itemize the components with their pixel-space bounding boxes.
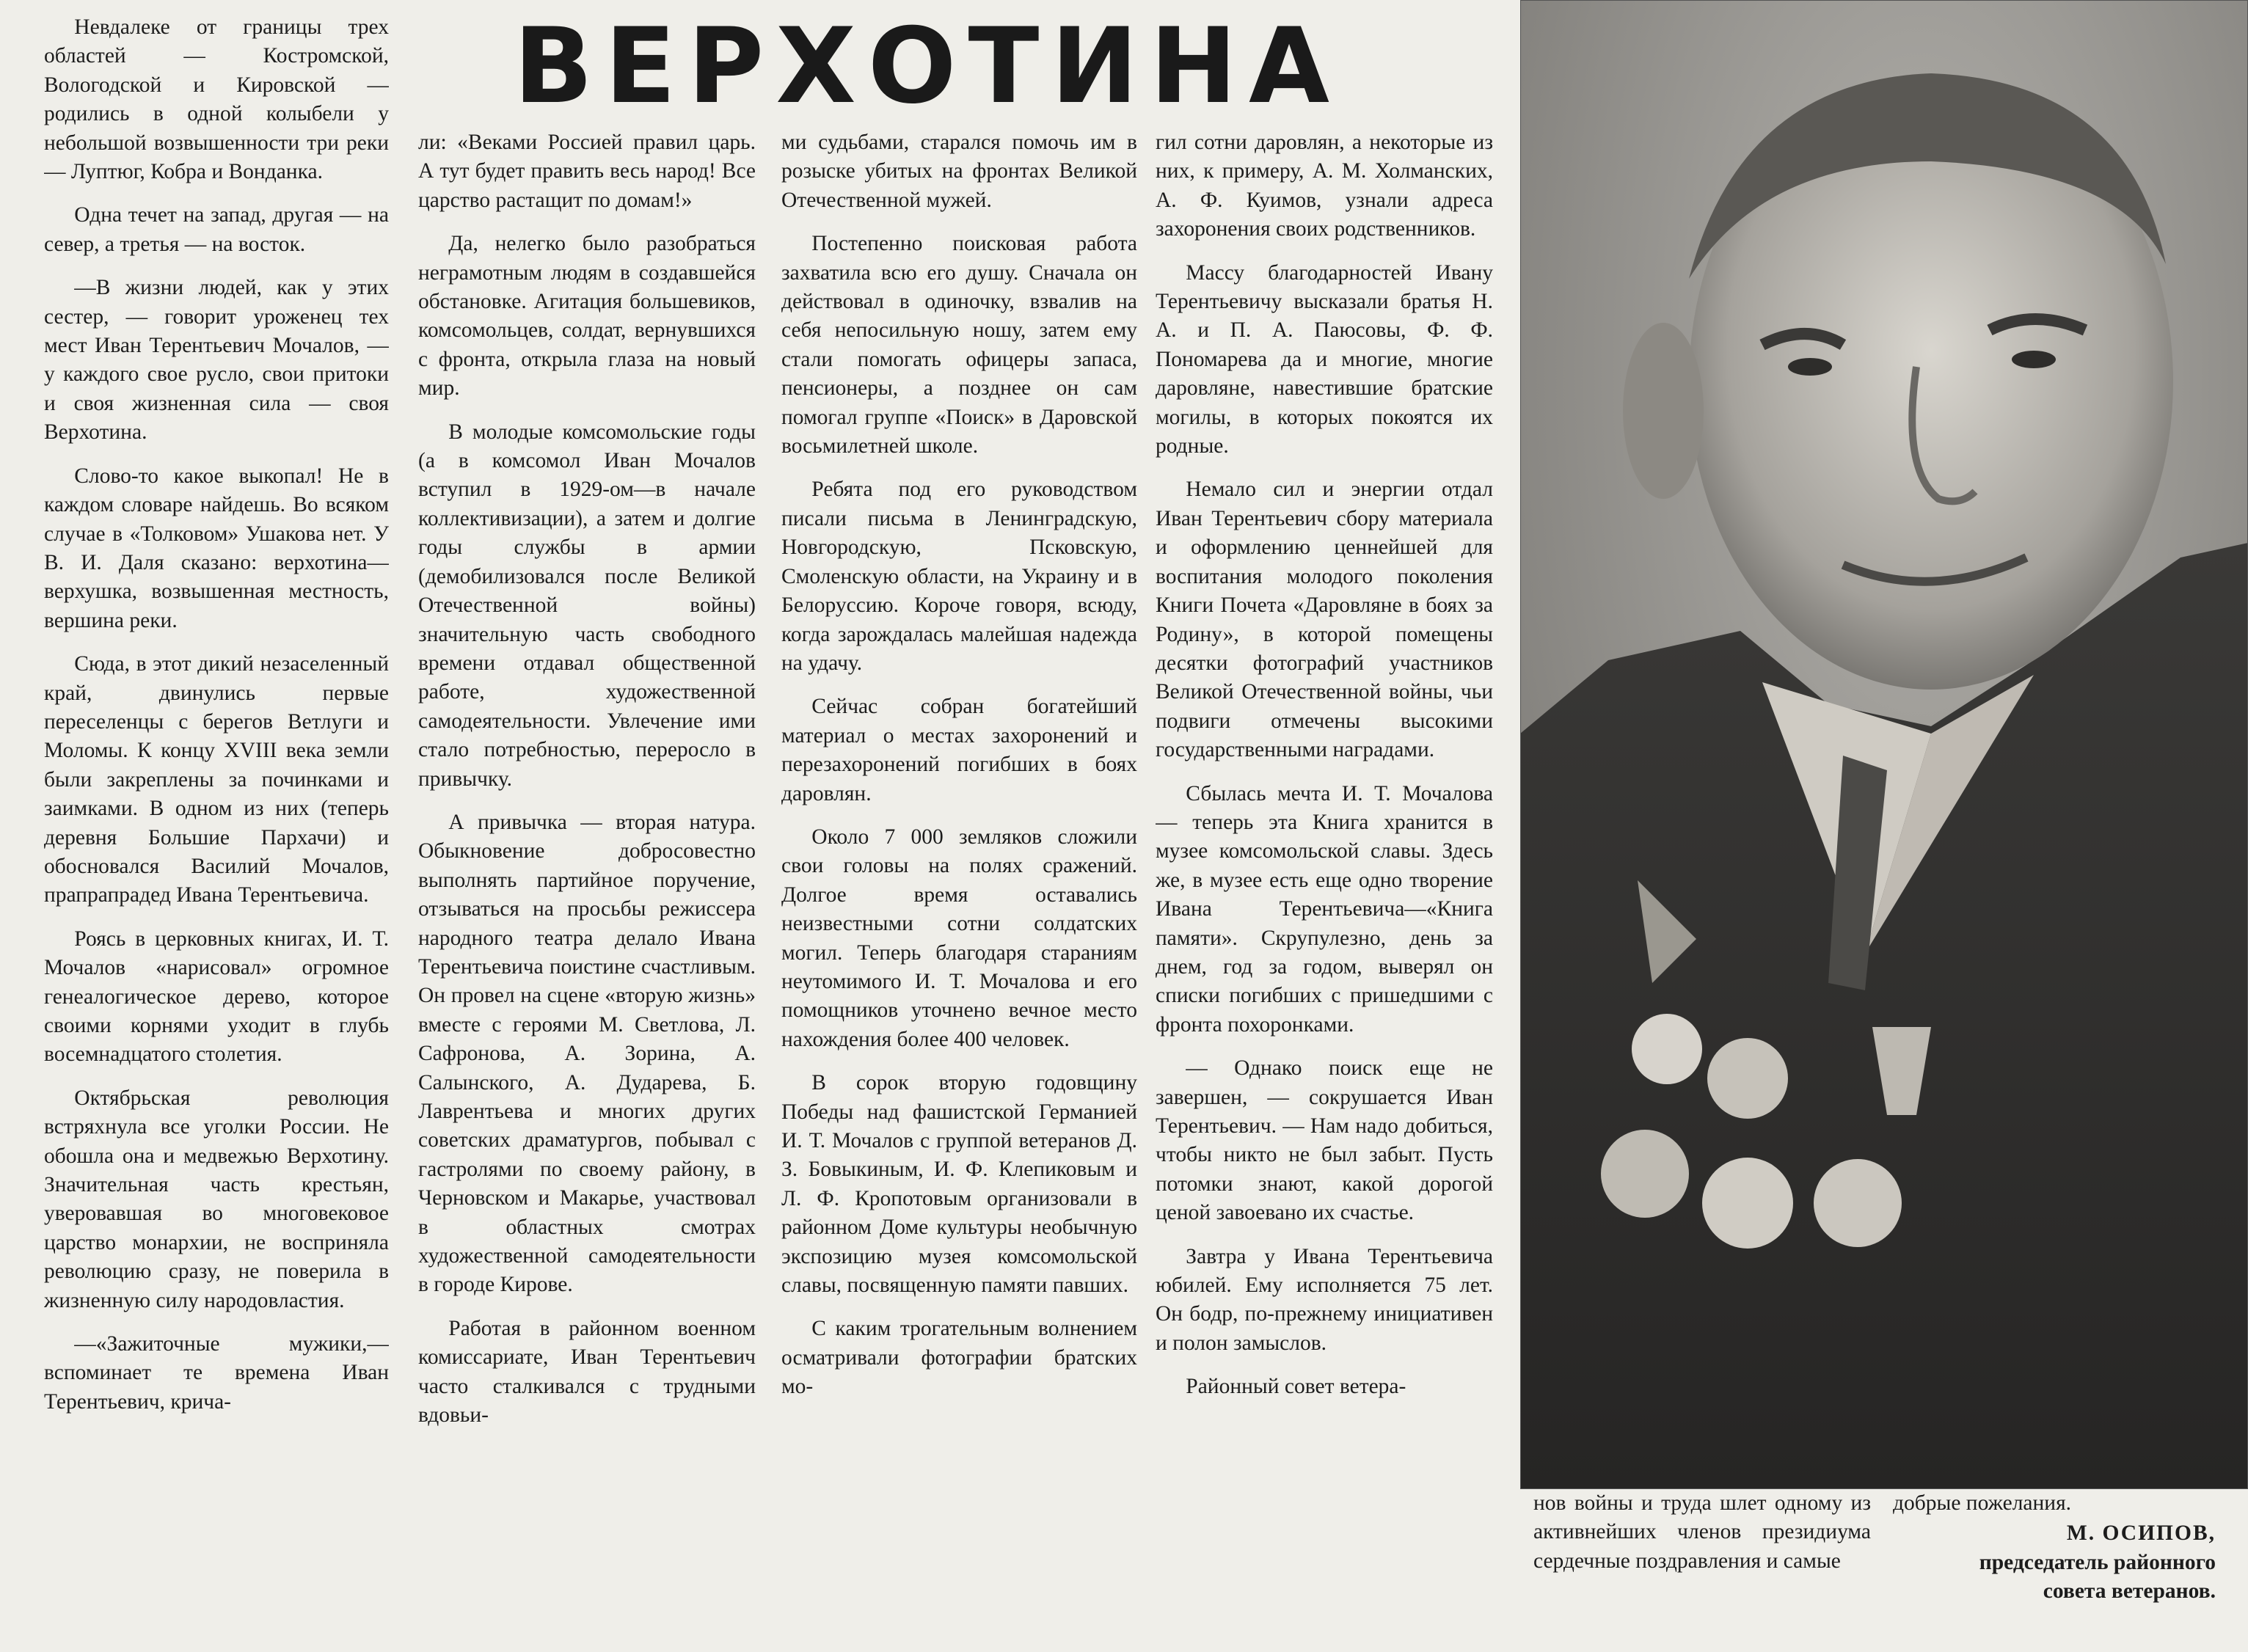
paragraph: Одна течет на запад, другая — на север, а третья — на восток.	[44, 203, 389, 256]
paragraph: В сорок вторую годовщину Победы над фашистской Германией И. Т. Мочалов с группой ветеранов Д. З. Бовыкиным, И. Ф. Клепиковым и Л. Ф. Кропотовым организовали в районном Доме культуры необычную экспозицию музея комсомольской славы, посвященную памяти павших.	[781, 1071, 1137, 1298]
paragraph: Сюда, в этот дикий незаселенный край, двинулись первые переселенцы с берегов Ветлуги и Моломы. К концу XVIII века земли были закреплены за починками и заимками. В одном из них (теперь деревня Большие Пархачи) и обосновался Василий Мочалов, прапрапрадед Ивана Терентьевича.	[44, 652, 389, 907]
article-title: ВЕРХОТИНА	[514, 6, 1341, 127]
portrait-illustration	[1520, 0, 2248, 1489]
paragraph: Завтра у Ивана Терентьевича юбилей. Ему исполняется 75 лет. Он бодр, по-прежнему инициативен и полон замыслов.	[1156, 1244, 1493, 1355]
paragraph: Около 7 000 земляков сложили свои головы на полях сражений. Долгое время оставались неизвестными сотни солдатских могил. Теперь благодаря стараниям неутомимого И. Т. Мочалова и его помощников уточнено вечное место нахождения более 400 человек.	[781, 825, 1137, 1051]
paragraph: Октябрьская революция встряхнула все уголки России. Не обошла она и медвежью Верхотину. Значительная часть крестьян, уверовавшая во многовековое царство монархии, не восприняла революцию сразу, не поверила в жизненную силу народовластия.	[44, 1086, 389, 1312]
paragraph: А привычка — вторая натура. Обыкновение добросовестно выполнять партийное поручение, отзываться на просьбы режиссера народного театра делало Ивана Терентьевича поистине счастливым. Он провел на сцене «вторую жизнь» вместе с героями М. Светлова, Л. Сафронова, А. Зорина, А. Салынского, А. Дударева, Б. Лаврентьева и многих других советских драматургов, побывал с гастролями по своему району, в Черновском и Макарье, участвовал в областных смотрах художественной самодеятельности в городе Кирове.	[418, 810, 756, 1297]
text-column-1	[44, 13, 389, 1649]
paragraph: Работая в районном военном комиссариате, Иван Терентьевич часто сталкивался с трудными вдовьи-	[418, 1316, 756, 1428]
paragraph: Слово-то какое выкопал! Не в каждом словаре найдешь. Во всяком случае в «Толковом» Ушакова нет. У В. И. Даля сказано: верхотина—верхушка, возвышенная местность, вершина реки.	[44, 464, 389, 632]
text-column-2	[418, 128, 756, 1651]
text-column-3	[781, 128, 1137, 1651]
paragraph: —«Зажиточные мужики,—вспоминает те времена Иван Терентьевич, крича-	[44, 1332, 389, 1414]
paragraph: гил сотни даровлян, а некоторые из них, к примеру, А. М. Холманских, А. Ф. Куимов, узнали адреса захоронения своих родственников.	[1156, 131, 1493, 241]
signature-title-line-1: председатель районного	[1979, 1550, 2216, 1574]
paragraph: нов войны и труда шлет одному из активнейших членов президиума сердечные поздравления и самые	[1533, 1491, 1871, 1573]
paragraph: Постепенно поисковая работа захватила всю его душу. Сначала он действовал в одиночку, взвалив на себя непосильную ношу, затем ему стали помогать офицеры запаса, пенсионеры, а позднее он сам помогал группе «Поиск» в Даровской восьмилетней школе.	[781, 232, 1137, 458]
paragraph: ли: «Веками Россией правил царь. А тут будет править весь народ! Все царство растащит по домам!»	[418, 131, 756, 212]
paragraph: Сейчас собран богатейший материал о местах захоронений и перезахоронений погибших в боях даровлян.	[781, 695, 1137, 805]
paragraph: Районный совет ветера-	[1186, 1375, 1406, 1399]
paragraph: Невдалеке от границы трех областей — Костромской, Вологодской и Кировской — родились в одной колыбели у небольшой возвышенности три реки — Луптюг, Кобра и Вонданка.	[44, 15, 389, 184]
text-column-6	[1893, 1489, 2216, 1651]
paragraph: Массу благодарностей Ивану Терентьевичу высказали братья Н. А. и П. А. Паюсовы, Ф. Ф. Пономарева да и многие, многие даровляне, навестившие братские могилы, в которых покоятся их родные.	[1156, 260, 1493, 458]
paragraph: ми судьбами, старался помочь им в розыске убитых на фронтах Великой Отечественной мужей.	[781, 131, 1137, 212]
paragraph: Роясь в церковных книгах, И. Т. Мочалов «нарисовал» огромное генеалогическое дерево, которое своими корнями уходит в глубь восемнадцатого столетия.	[44, 926, 389, 1067]
paragraph: добрые пожелания.	[1893, 1491, 2072, 1515]
text-column-4	[1156, 128, 1493, 1478]
signature-title-line-2: совета ветеранов.	[2043, 1579, 2216, 1604]
paragraph: Да, нелегко было разобраться неграмотным людям в создавшейся обстановке. Агитация большевиков, комсомольцев, солдат, вернувшихся с фронта, открыла глаза на новый мир.	[418, 232, 756, 401]
signature-name: М. ОСИПОВ,	[2066, 1521, 2216, 1546]
portrait-photo	[1520, 0, 2248, 1489]
text-column-5	[1533, 1489, 1871, 1651]
paragraph: Сбылась мечта И. Т. Мочалова — теперь эта Книга хранится в музее комсомольской славы. Здесь же, в музее есть еще одно творение Ивана Терентьевича—«Книга памяти». Скрупулезно, день за днем, год за годом, выверял он списки погибших с пришедшими с фронта похоронками.	[1156, 781, 1493, 1037]
paragraph: В молодые комсомольские годы (а в комсомол Иван Мочалов вступил в 1929-ом—в начале коллективизации), а затем и долгие годы службы в армии (демобилизовался после Великой Отечественной войны) значительную часть свободного времени отдавал общественной работе, художественной самодеятельности. Увлечение ими стало потребностью, переросло в привычку.	[418, 420, 756, 791]
paragraph: Немало сил и энергии отдал Иван Терентьевич сбору материала и оформлению ценнейшей для воспитания молодого поколения Книги Почета «Даровляне в боях за Родину», в которой помещены десятки фотографий участников Великой Отечественной войны, чьи подвиги отмечены высокими государственными наградами.	[1156, 478, 1493, 762]
paragraph: — Однако поиск еще не завершен, — сокрушается Иван Терентьевич. — Нам надо добиться, чтобы никто не был забыт. Пусть потомки знают, какой дорогой ценой завоевано их счастье.	[1156, 1056, 1493, 1225]
paragraph: Ребята под его руководством писали письма в Ленинградскую, Новгородскую, Псковскую, Смоленскую области, на Украину и в Белоруссию. Короче говоря, всюду, когда зарождалась малейшая надежда на удачу.	[781, 478, 1137, 675]
paragraph: С каким трогательным волнением осматривали фотографии братских мо-	[781, 1317, 1137, 1399]
paragraph: —В жизни людей, как у этих сестер, — говорит уроженец тех мест Иван Терентьевич Мочалов, — у каждого свое русло, свои притоки и своя жизненная сила — своя Верхотина.	[44, 276, 389, 445]
